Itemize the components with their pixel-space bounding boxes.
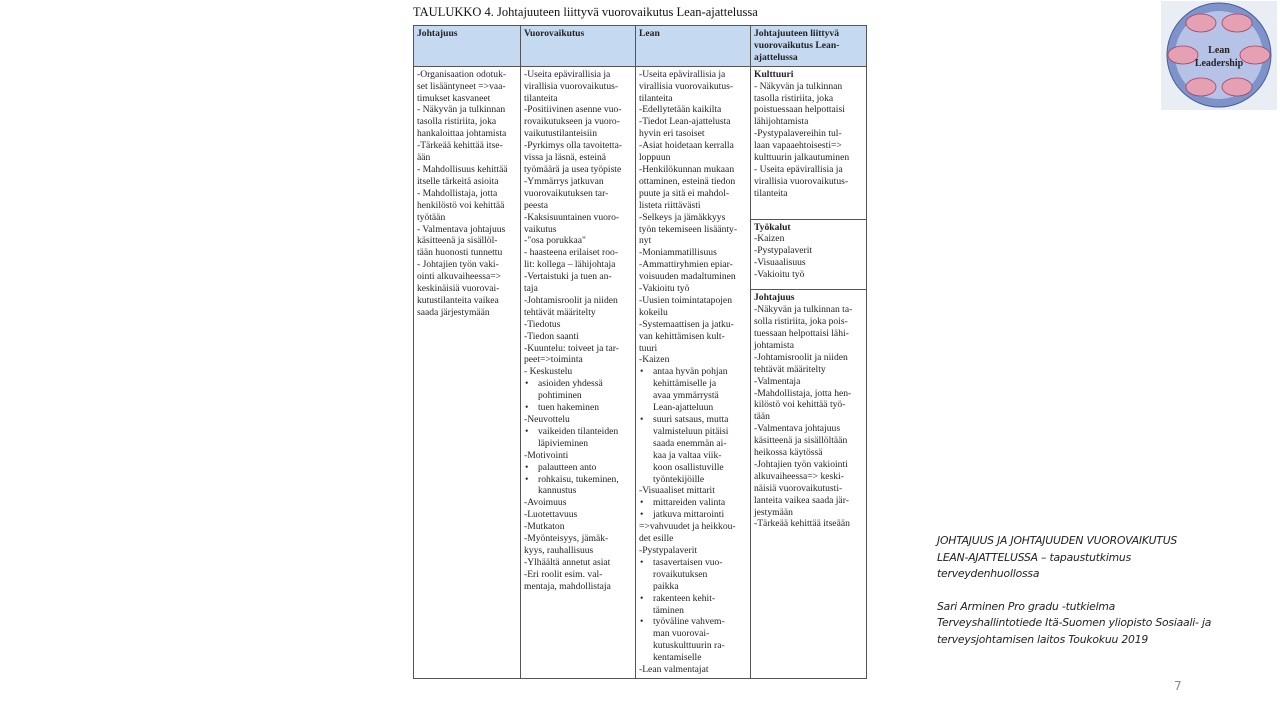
cell-line: -Tärkeää kehittää itse- <box>417 140 503 152</box>
cell-line: ottaminen, esteinä tiedon <box>639 175 736 187</box>
cell-line: -Uusien toimintatapojen <box>639 294 732 306</box>
cell-line: • rakenteen kehit- <box>639 593 747 605</box>
cell-line: alkuvaiheessa=> keski- <box>754 470 844 482</box>
cell-line: saada enemmän ai- <box>653 437 727 449</box>
cell-line: tehtävät määritelty <box>524 306 596 318</box>
cell-line: -Eri roolit esim. val- <box>524 568 603 580</box>
cell-johtajuus-lean <box>751 290 867 679</box>
cell-line: - haasteena erilaiset roo- <box>524 247 619 259</box>
cell-line: voisuuden madaltuminen <box>639 271 736 283</box>
cell-line: tilanteita <box>524 92 558 104</box>
cell-line: kentamiselle <box>653 652 702 664</box>
cell-line: -Avoimuus <box>524 497 567 509</box>
cell-line: rovaikutuksen <box>653 568 708 580</box>
cell-line: solla ristiriita, joka pois- <box>754 316 848 328</box>
cell-line: pohtiminen <box>538 390 582 402</box>
cell-line: tasolla ristiriita, joka <box>754 92 834 104</box>
cell-line: • asioiden yhdessä <box>524 378 632 390</box>
cell-line: johtamista <box>754 339 794 351</box>
cell-line: - Näkyvän ja tulkinnan <box>417 104 506 116</box>
cell-line: -Vertaistuki ja tuen an- <box>524 271 612 283</box>
cell-line: • jatkuva mittarointi <box>639 509 747 521</box>
cell-line: paikka <box>653 580 679 592</box>
cell-line: -Kaizen <box>639 354 670 366</box>
cell-tyokalut <box>751 219 867 290</box>
johtajuus-list <box>754 304 863 530</box>
cell-line: jestymään <box>754 506 793 518</box>
tyokalut-title: Työkalut <box>754 221 791 233</box>
cell-line: kannustus <box>538 485 577 497</box>
cell-line: tilanteita <box>639 92 673 104</box>
cell-line: henkilöstö voi kehittää <box>417 199 505 211</box>
cell-line: det esille <box>639 533 674 545</box>
cell-line: -Kaksisuuntainen vuoro- <box>524 211 620 223</box>
author-line: Terveyshallintotiede Itä-Suomen yliopisto Sosiaali- ja <box>937 616 1212 629</box>
cell-line: käsitteenä ja sisällöl- <box>417 235 498 247</box>
cell-line: kokeilu <box>639 306 668 318</box>
cell-line: -Organisaation odotuk- <box>417 68 507 80</box>
kulttuuri-title: Kulttuuri <box>754 68 794 80</box>
author-line: terveysjohtamisen laitos Toukokuu 2019 <box>937 632 1149 646</box>
cell-line: • antaa hyvän pohjan <box>639 366 747 378</box>
cell-line: • rohkaisu, tukeminen, <box>524 474 632 486</box>
cell-line: koon osallistuville <box>653 461 724 473</box>
cell-line: loppuun <box>639 152 671 164</box>
cell-line: tuuri <box>639 342 658 354</box>
cell-line: poistuessaan helpottaisi <box>754 104 845 116</box>
table-header-row <box>414 26 867 67</box>
cell-line: listeta riittävästi <box>639 199 701 211</box>
cell-line: virallisia vuorovaikutus- <box>524 80 619 92</box>
cell-line: kilöstö voi kehittää työ- <box>754 399 846 411</box>
cell-line: lit: kollega – lähijohtaja <box>524 259 616 271</box>
cell-line: -Tiedot Lean-ajattelusta <box>639 116 731 128</box>
cell-line: mentaja, mahdollistaja <box>524 580 611 592</box>
cell-line: • mittareiden valinta <box>639 497 747 509</box>
cell-line: -Johtajien työn vakiointi <box>754 458 848 470</box>
cell-line: virallisia vuorovaikutus- <box>754 175 849 187</box>
cell-line: - Mahdollisuus kehittää <box>417 163 508 175</box>
cell-line: laan vapaaehtoisesti=> <box>754 140 842 152</box>
cell-line: taja <box>524 283 538 295</box>
cell-line: kutuskulttuurin ra- <box>653 640 725 652</box>
cell-line: -Systemaattisen ja jatku- <box>639 318 734 330</box>
cell-line: valmisteluun pitäisi <box>653 425 729 437</box>
thesis-title-line: terveydenhuollossa <box>937 567 1040 580</box>
cell-line: -Ymmärrys jatkuvan <box>524 175 604 187</box>
cell-line: -"osa porukkaa" <box>524 235 586 247</box>
cell-line: -Useita epävirallisia ja <box>524 68 611 80</box>
cell-line: • työväline vahvem- <box>639 616 747 628</box>
cell-line: • vaikeiden tilanteiden <box>524 426 632 438</box>
cell-line: työmäärä ja usea työpiste <box>524 163 622 175</box>
cell-line: täminen <box>653 604 684 616</box>
cell-line: -Kaizen <box>754 233 785 245</box>
cell-line: hankaloittaa johtamista <box>417 128 507 140</box>
cell-line: näisiä vuorovaikutusti- <box>754 482 843 494</box>
cell-line: -Visuaaliset mittarit <box>639 485 715 497</box>
cell-line: vissa ja läsnä, esteinä <box>524 152 607 164</box>
header-lean-vuorovaikutus: Johtajuuteen liittyvä vuorovaikutus Lean-ajattelussa <box>751 26 867 67</box>
cell-line: vaikutus <box>524 223 557 235</box>
cell-line: tasolla ristiriita, joka <box>417 116 497 128</box>
cell-line: -Moniammatillisuus <box>639 247 717 259</box>
cell-line: nyt <box>639 235 652 247</box>
cell-line: timukset kasvaneet <box>417 92 491 104</box>
cell-line: van kehittämisen kult- <box>639 330 725 342</box>
cell-lean <box>636 66 751 678</box>
cell-line: kulttuurin jalkautuminen <box>754 152 850 164</box>
cell-line: avaa ymmärrystä <box>653 390 719 402</box>
cell-line: kyys, rauhallisuus <box>524 544 594 556</box>
cell-line: -Tärkeää kehittää itseään <box>754 518 850 530</box>
cell-line: hyvin eri tasoiset <box>639 128 705 140</box>
cell-line: -Motivointi <box>524 449 569 461</box>
svg-text:Leadership: Leadership <box>1194 58 1244 69</box>
cell-line: - Johtajien työn vaki- <box>417 259 499 271</box>
cell-line: - Useita epävirallisia ja <box>754 163 843 175</box>
cell-line: tilanteita <box>754 187 788 199</box>
header-lean: Lean <box>636 26 751 67</box>
cell-line: itselle tärkeitä asioita <box>417 175 499 187</box>
cell-line: työntekijöille <box>653 473 705 485</box>
tyokalut-list <box>754 233 863 281</box>
cell-line: -Johtamisroolit ja niiden <box>524 294 618 306</box>
cell-line: -Mahdollistaja, jotta hen- <box>754 387 852 399</box>
cell-line: -Edellytetään kaikilta <box>639 104 722 116</box>
cell-line: -Luotettavuus <box>524 509 578 521</box>
cell-line: virallisia vuorovaikutus- <box>639 80 734 92</box>
author-line: Sari Arminen Pro gradu -tutkielma <box>937 599 1116 613</box>
cell-vuorovaikutus <box>521 66 636 678</box>
cell-line: -Valmentava johtajuus <box>754 423 841 435</box>
cell-line: -Näkyvän ja tulkinnan ta- <box>754 304 853 316</box>
johtajuus-title: Johtajuus <box>754 292 795 304</box>
cell-line: • tuen hakeminen <box>524 402 632 414</box>
cell-line: työtään <box>417 211 446 223</box>
cell-line: -Pystypalaverit <box>754 245 813 257</box>
cell-line: • tasavertaisen vuo- <box>639 557 747 569</box>
cell-line: -Johtamisroolit ja niiden <box>754 351 848 363</box>
cell-line: -Tiedotus <box>524 318 561 330</box>
cell-johtajuus <box>414 66 521 678</box>
lean-table <box>413 25 867 679</box>
cell-line: -Ammattiryhmien epiar- <box>639 259 733 271</box>
cell-line: - Keskustelu <box>524 366 573 378</box>
table-row <box>414 66 867 219</box>
cell-line: läpivieminen <box>538 437 589 449</box>
cell-line: työn tekemiseen lisäänty- <box>639 223 738 235</box>
cell-line: tehtävät määritelty <box>754 363 826 375</box>
cell-line: saada järjestymään <box>417 306 490 318</box>
cell-line: -Asiat hoidetaan kerralla <box>639 140 734 152</box>
cell-line: - Valmentava johtajuus <box>417 223 506 235</box>
cell-line: -Kuuntelu: toiveet ja tar- <box>524 342 619 354</box>
cell-line: puute ja sitä ei mahdol- <box>639 187 730 199</box>
cell-line: -Useita epävirallisia ja <box>639 68 726 80</box>
thesis-title-line: JOHTAJUUS JA JOHTAJUUDEN VUOROVAIKUTUS <box>937 534 1178 547</box>
cell-line: -Mutkaton <box>524 521 565 533</box>
page-number: 7 <box>1174 679 1182 693</box>
cell-line: -Selkeys ja jämäkkyys <box>639 211 726 223</box>
cell-line: -Ylhäältä annetut asiat <box>524 556 611 568</box>
cell-line: =>vahvuudet ja heikkou- <box>639 521 736 533</box>
cell-line: -Myönteisyys, jämäk- <box>524 533 609 545</box>
cell-line: set lisääntyneet =>vaa- <box>417 80 506 92</box>
cell-line: lanteita vaikea saada jär- <box>754 494 849 506</box>
thesis-title-line: LEAN-AJATTELUSSA – tapaustutkimus <box>937 550 1132 564</box>
cell-line: tään <box>754 411 770 423</box>
cell-line: -Positiivinen asenne vuo- <box>524 104 622 116</box>
cell-line: peesta <box>524 199 548 211</box>
cell-line: ään <box>417 152 431 164</box>
header-vuorovaikutus: Vuorovaikutus <box>521 26 636 67</box>
cell-kulttuuri <box>751 66 867 219</box>
cell-line: - Mahdollistaja, jotta <box>417 187 498 199</box>
cell-line: -Vakioitu työ <box>754 269 805 281</box>
cell-line: kehittämiselle ja <box>653 378 717 390</box>
cell-line: Lean-ajatteluun <box>653 402 714 414</box>
cell-line: -Henkilökunnan mukaan <box>639 163 735 175</box>
cell-line: -Valmentaja <box>754 375 801 387</box>
cell-line: -Neuvottelu <box>524 414 570 425</box>
cell-line: • palautteen anto <box>524 462 632 474</box>
cell-line: -Pyrkimys olla tavoitetta- <box>524 140 623 152</box>
kulttuuri-list <box>754 81 863 200</box>
cell-line: -Vakioitu työ <box>639 283 690 295</box>
cell-line: kaa ja valtaa viik- <box>653 449 722 461</box>
cell-line: vuorovaikutuksen tar- <box>524 187 609 199</box>
cell-line: - Näkyvän ja tulkinnan <box>754 80 843 92</box>
table-caption: TAULUKKO 4. Johtajuuteen liittyvä vuorovaikutus Lean-ajattelussa <box>413 5 758 19</box>
svg-text:Lean: Lean <box>1208 45 1230 56</box>
cell-line: -Visuaalisuus <box>754 257 806 269</box>
cell-line: tään huonosti tunnettu <box>417 247 503 259</box>
lean-leadership-logo <box>1161 1 1277 110</box>
cell-line: käsitteenä ja sisällöltään <box>754 435 848 447</box>
cell-line: -Pystypalavereihin tul- <box>754 128 842 140</box>
cell-line: ointi alkuvaiheessa=> <box>417 271 502 283</box>
header-johtajuus: Johtajuus <box>414 26 521 67</box>
cell-line: -Pystypalaverit <box>639 544 698 556</box>
cell-line: keskinäisiä vuorovai- <box>417 283 500 295</box>
slide-footer <box>937 533 1211 648</box>
cell-line: heikossa käytössä <box>754 447 823 459</box>
cell-line: tuessaan helpottaisi lähi- <box>754 327 849 339</box>
cell-line: -Tiedon saanti <box>524 330 579 342</box>
cell-line: • suuri satsaus, mutta <box>639 414 747 426</box>
cell-line: man vuorovai- <box>653 628 710 640</box>
cell-line: lähijohtamista <box>754 116 809 128</box>
cell-line: peet=>toiminta <box>524 354 583 366</box>
cell-line: -Lean valmentajat <box>639 664 709 676</box>
cell-line: rovaikutukseen ja vuoro- <box>524 116 620 128</box>
cell-line: kutustilanteita vaikea <box>417 294 499 306</box>
cell-line: vaikutustilanteisiin <box>524 128 598 140</box>
